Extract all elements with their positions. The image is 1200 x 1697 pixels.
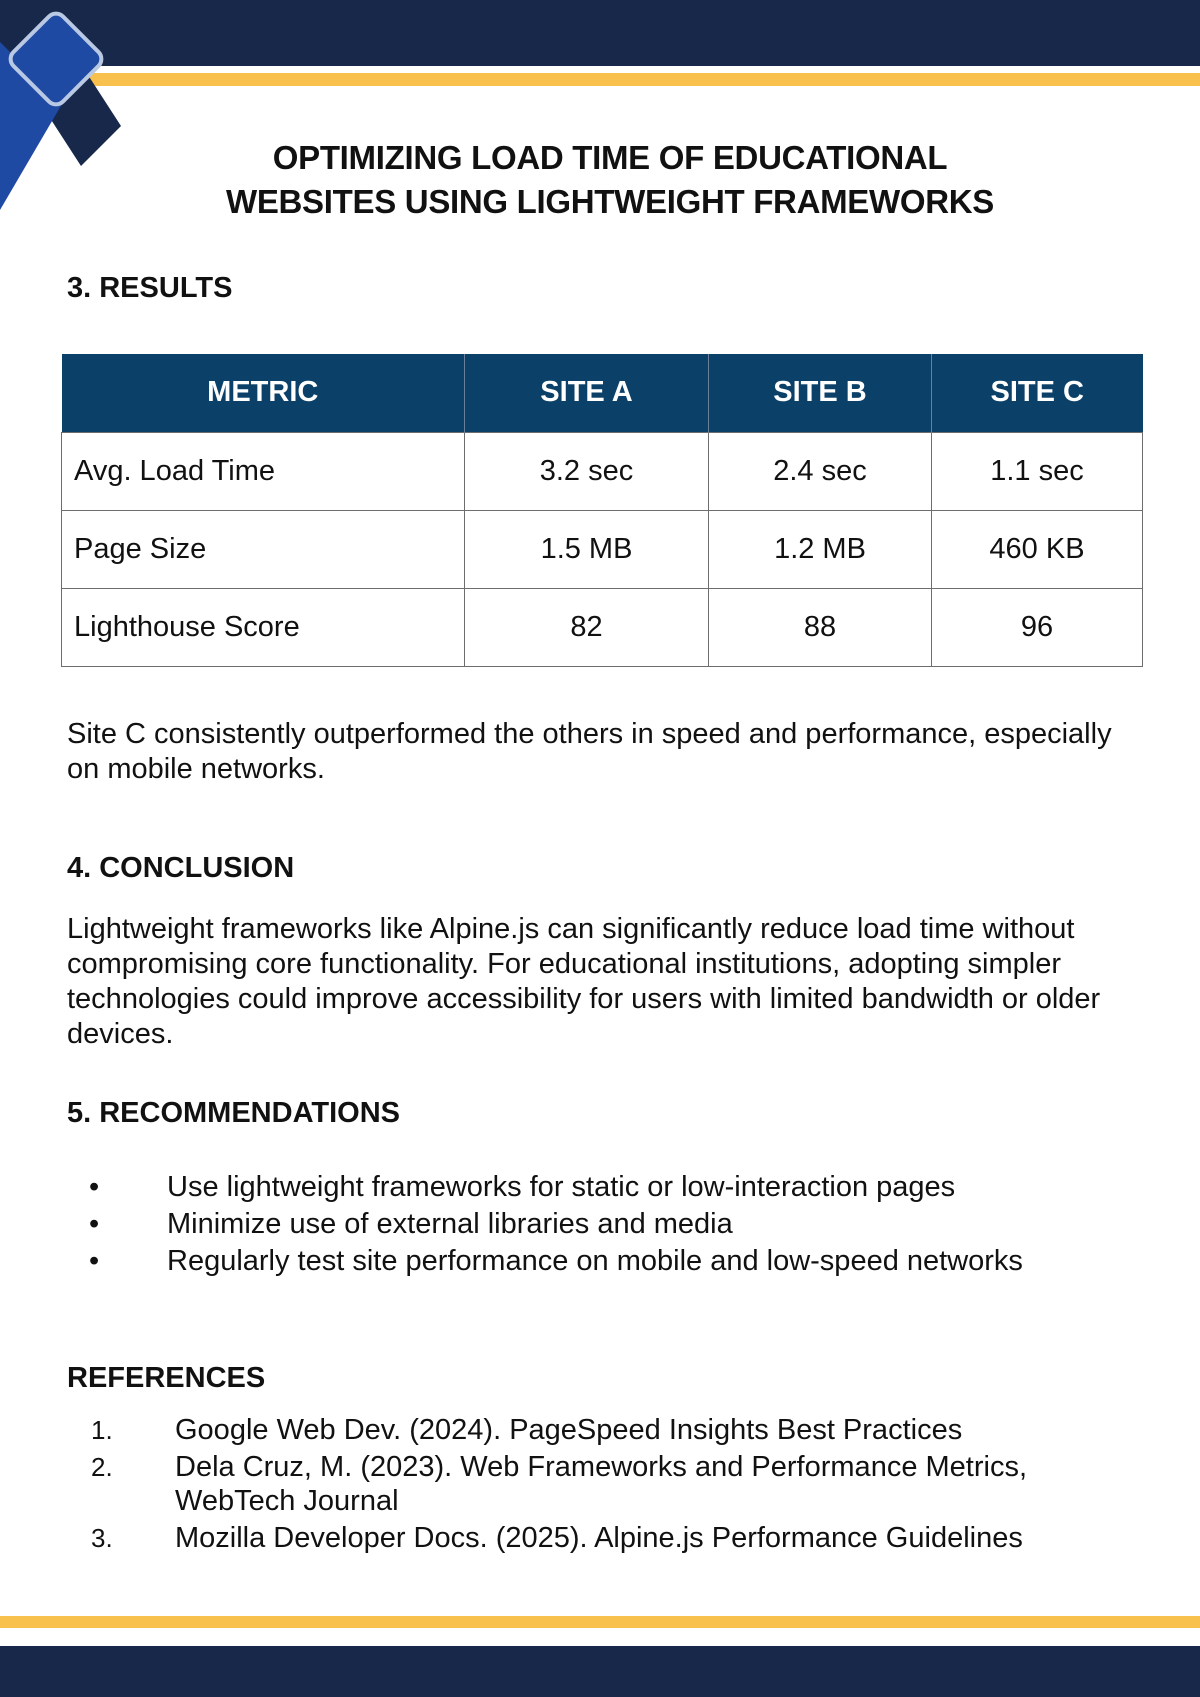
recommendations-heading: 5. RECOMMENDATIONS xyxy=(67,1097,400,1129)
references-list xyxy=(67,1413,1147,1558)
reference-number: 3. xyxy=(91,1523,113,1553)
list-item xyxy=(67,1170,1147,1204)
table-header-row xyxy=(62,354,1143,432)
bottom-navy-band xyxy=(0,1646,1200,1697)
header-site-a: SITE A xyxy=(465,354,709,432)
results-summary: Site C consistently outperformed the others in speed and performance, especially on mobile networks. xyxy=(67,718,1112,785)
references-heading: REFERENCES xyxy=(67,1362,266,1394)
list-item xyxy=(67,1450,1147,1518)
conclusion-text: Lightweight frameworks like Alpine.js can significantly reduce load time without compromising core functionality. For educational institutions, adopting simpler technologies could improve accessibility for users with limited bandwidth or older devices. xyxy=(67,913,1101,1050)
header-site-c: SITE C xyxy=(932,354,1143,432)
results-heading: 3. RESULTS xyxy=(67,272,233,304)
table-row xyxy=(62,432,1143,510)
list-item xyxy=(67,1207,1147,1241)
page-title xyxy=(100,136,1120,224)
bullet-marker: • xyxy=(89,1245,100,1277)
title-line-2: WEBSITES USING LIGHTWEIGHT FRAMEWORKS xyxy=(225,183,995,220)
results-table xyxy=(61,354,1143,667)
cell-site-b: 88 xyxy=(709,588,932,666)
cell-metric: Avg. Load Time xyxy=(62,432,465,510)
reference-number: 1. xyxy=(91,1415,113,1445)
reference-text: Google Web Dev. (2024). PageSpeed Insights Best Practices xyxy=(175,1414,963,1446)
table-row xyxy=(62,510,1143,588)
cell-site-a: 1.5 MB xyxy=(465,510,709,588)
cell-site-c: 1.1 sec xyxy=(932,432,1143,510)
cell-metric: Lighthouse Score xyxy=(62,588,465,666)
cell-metric: Page Size xyxy=(62,510,465,588)
top-navy-band xyxy=(0,0,1200,66)
bottom-gold-stripe xyxy=(0,1616,1200,1628)
recommendation-text: Regularly test site performance on mobile and low-speed networks xyxy=(167,1245,1023,1277)
header-metric: METRIC xyxy=(62,354,465,432)
cell-site-c: 96 xyxy=(932,588,1143,666)
list-item xyxy=(67,1413,1147,1447)
reference-text: Mozilla Developer Docs. (2025). Alpine.js Performance Guidelines xyxy=(175,1522,1023,1554)
reference-text: Dela Cruz, M. (2023). Web Frameworks and Performance Metrics, WebTech Journal xyxy=(175,1451,1028,1517)
cell-site-a: 82 xyxy=(465,588,709,666)
recommendation-text: Minimize use of external libraries and media xyxy=(167,1208,733,1240)
bullet-marker: • xyxy=(89,1208,100,1240)
cell-site-b: 1.2 MB xyxy=(709,510,932,588)
recommendation-text: Use lightweight frameworks for static or low-interaction pages xyxy=(167,1171,956,1203)
conclusion-heading: 4. CONCLUSION xyxy=(67,852,295,884)
bullet-marker: • xyxy=(89,1171,100,1203)
header-site-b: SITE B xyxy=(709,354,932,432)
table-row xyxy=(62,588,1143,666)
top-gold-stripe xyxy=(0,73,1200,86)
recommendations-list xyxy=(67,1170,1147,1281)
cell-site-b: 2.4 sec xyxy=(709,432,932,510)
cell-site-c: 460 KB xyxy=(932,510,1143,588)
title-line-1: OPTIMIZING LOAD TIME OF EDUCATIONAL xyxy=(272,139,948,176)
list-item xyxy=(67,1244,1147,1278)
cell-site-a: 3.2 sec xyxy=(465,432,709,510)
reference-number: 2. xyxy=(91,1452,113,1482)
list-item xyxy=(67,1521,1147,1555)
